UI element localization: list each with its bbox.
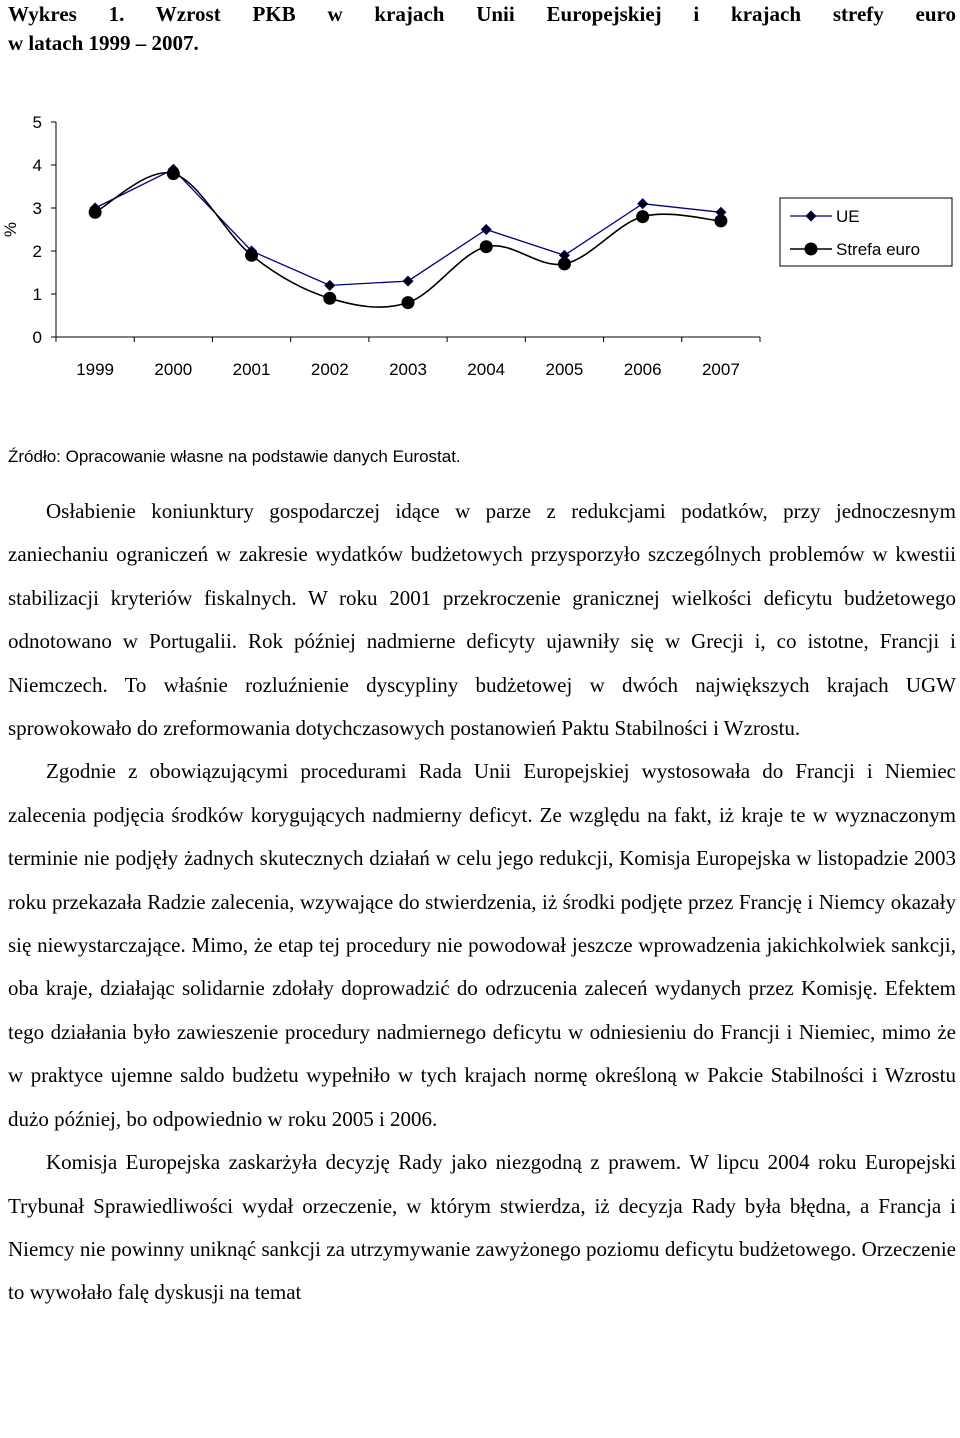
chart-title-line-1: Wykres 1. Wzrost PKB w krajach Unii Europejskiej i krajach strefy euro [8,2,956,26]
paragraph-1: Osłabienie koniunktury gospodarczej idące w parze z redukcjami podatków, przy jednoczesnym zaniechaniu ograniczeń w zakresie wydatków budżetowych przysporzyło szczególnych problemów w kwestii stabilizacji kryteriów fiskalnych. W roku 2001 przekroczenie granicznej wielkości deficytu budżetowego odnotowano w Portugalii. Rok później nadmierne deficyty ujawniły się w Grecji i, co istotne, Francji i Niemczech. To właśnie rozluźnienie dyscypliny budżetowej w dwóch największych krajach UGW sprowokowało do zreformowania dotychczasowych postanowień Paktu Stabilności i Wzrostu. [8,499,956,741]
data-point-ue [325,280,335,290]
x-tick-label: 2004 [467,360,506,379]
x-tick-label: 2005 [545,360,584,379]
chart-title [8,0,956,58]
article-body [8,490,956,1315]
data-point-strefa-euro [402,296,415,309]
gdp-growth-line-chart [0,100,960,400]
data-point-strefa-euro [480,240,493,253]
data-point-strefa-euro [558,257,571,270]
x-tick-label: 2006 [623,360,662,379]
series-line-ue [95,169,721,285]
y-tick-label: 5 [32,113,42,132]
paragraph-2: Zgodnie z obowiązującymi procedurami Rada Unii Europejskiej wystosowała do Francji i Niemiec zalecenia podjęcia środków korygujących nadmierny deficyt. Ze względu na fakt, iż kraje te w wyznaczonym terminie nie podjęły żadnych skutecznych działań w celu jego redukcji, Komisja Europejska w listopadzie 2003 roku przekazała Radzie zalecenia, wzywające do stwierdzenia, iż środki podjęte przez Francję i Niemcy okazały się niewystarczające. Mimo, że etap tej procedury nie powodował jeszcze wprowadzenia jakichkolwiek sankcji, oba kraje, działając solidarnie zdołały doprowadzić do odrzucenia zaleceń wydanych przez Komisję. Efektem tego działania było zawieszenie procedury nadmiernego deficytu w odniesieniu do Francji i Niemiec, mimo że w praktyce ujemne saldo budżetu wypełniło w tych krajach normę określoną w Pakcie Stabilności i Wzrostu dużo później, bo odpowiednio w roku 2005 i 2006. [8,759,956,1131]
legend-label-ue: UE [836,207,860,226]
data-point-ue [638,199,648,209]
data-point-strefa-euro [245,249,258,262]
data-point-ue [481,225,491,235]
legend-label-strefa-euro: Strefa euro [836,240,921,259]
data-point-strefa-euro [323,292,336,305]
chart-title-line-2: w latach 1999 – 2007. [8,31,199,55]
data-point-strefa-euro [167,167,180,180]
source-note: Źródło: Opracowanie własne na podstawie danych Eurostat. [8,447,461,466]
paragraph-3: Komisja Europejska zaskarżyła decyzję Rady jako niezgodną z prawem. W lipcu 2004 roku Europejski Trybunał Sprawiedliwości wydał orzeczenie, w którym stwierdza, iż decyzja Rady była błędna, a Francja i Niemcy nie powinny uniknąć sankcji za utrzymywanie zawyżonego poziomu deficytu budżetowego. Orzeczenie to wywołało falę dyskusji na temat [8,1150,956,1305]
series-line-strefa-euro [95,173,721,307]
y-tick-label: 2 [32,242,42,261]
x-tick-label: 2000 [154,360,193,379]
x-tick-label: 2002 [310,360,349,379]
legend-marker-strefa-euro [805,243,818,256]
x-tick-label: 2007 [701,360,740,379]
y-tick-label: 1 [32,285,42,304]
y-tick-label: 3 [32,199,42,218]
x-tick-label: 2001 [232,360,271,379]
y-tick-label: 4 [32,156,42,175]
data-point-strefa-euro [714,214,727,227]
x-tick-label: 2003 [389,360,427,379]
data-point-strefa-euro [89,206,102,219]
data-point-strefa-euro [636,210,649,223]
data-point-ue [403,276,413,286]
y-axis-label: % [1,221,20,238]
x-tick-label: 1999 [76,360,115,379]
y-tick-label: 0 [32,328,42,347]
